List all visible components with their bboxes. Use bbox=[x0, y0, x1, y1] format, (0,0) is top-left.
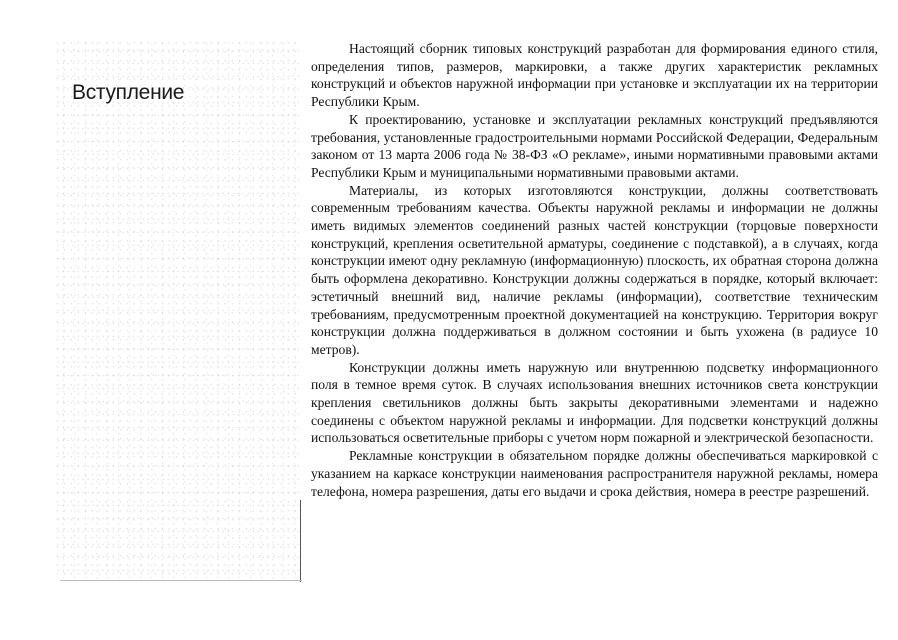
panel-edge-line bbox=[300, 500, 301, 582]
panel-bottom-line bbox=[60, 580, 302, 581]
paragraph-intro: Настоящий сборник типовых конструкций разработан для формирования единого стиля, определения типов, размеров, маркировки, а также других характеристик рекламных конструкций и объектов наружной информации при установке и эксплуатации их на территории Республики Крым. bbox=[311, 41, 878, 110]
scanned-side-panel bbox=[56, 40, 302, 582]
paragraph-requirements: К проектированию, установке и эксплуатации рекламных конструкций предъявляются требования, установленные градостроительными нормами Российской Федерации, Федеральным законом от 13 марта 2006 года № 38-ФЗ «О рекламе», иными нормативными правовыми актами Республики Крым и муниципальными нормативными правовыми актами. bbox=[311, 111, 878, 180]
section-title: Вступление bbox=[72, 81, 185, 104]
paragraph-marking: Рекламные конструкции в обязательном порядке должны обеспечиваться маркировкой с указанием на каркасе конструкции наименования распространителя наружной рекламы, номера телефона, номера разрешения, даты его выдачи и срока действия, номера в реестре разрешений. bbox=[311, 448, 878, 499]
body-text bbox=[311, 40, 878, 500]
paragraph-materials: Материалы, из которых изготовляются конструкции, должны соответствовать современным требованиям качества. Объекты наружной рекламы и информации не должны иметь видимых элементов соединений разных частей конструкции (торцовые поверхности конструкций, крепления осветительной арматуры, соединение с подставкой), а в случаях, когда конструкции имеют одну рекламную (информационную) плоскость, их обратная сторона должна быть оформлена декоративно. Конструкции должны содержаться в порядке, который включает: эстетичный внешний вид, наличие рекламы (информации), соответствие техническим требованиям, предусмотренным проектной документацией на конструкцию. Территория вокруг конструкции должна поддерживаться в должном состоянии и быть ухожена (в радиусе 10 метров). bbox=[311, 182, 878, 357]
paragraph-lighting: Конструкции должны иметь наружную или внутреннюю подсветку информационного поля в темное время суток. В случаях использования внешних источников света конструкции крепления светильников должны быть закрыты декоративными элементами и надежно соединены с объектом наружной рекламы и информации. Для подсветки конструкций должны использоваться осветительные приборы с учетом норм пожарной и электрической безопасности. bbox=[311, 359, 878, 446]
